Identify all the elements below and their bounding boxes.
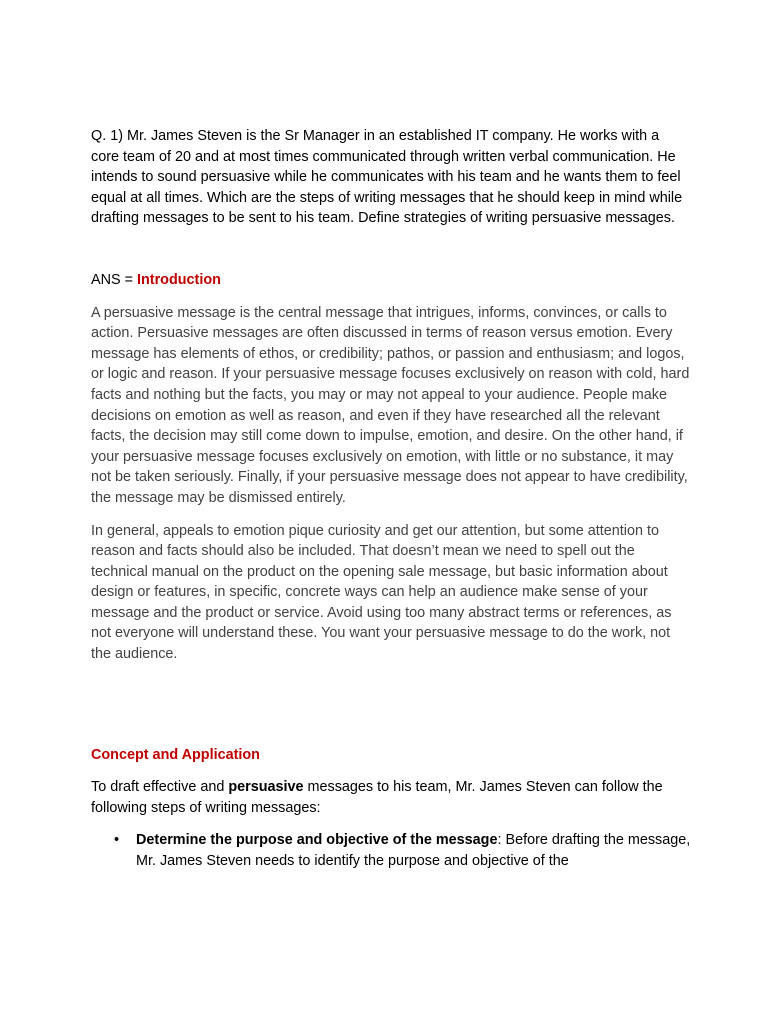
bullet-icon: • (114, 832, 120, 849)
steps-list (91, 830, 691, 871)
document-page (91, 126, 691, 872)
intro-paragraph-1: A persuasive message is the central message that intrigues, informs, convinces, or calls to action. Persuasive messages are often discussed in terms of reason versus emotion. Every message has elements of ethos, or credibility; pathos, or passion and enthusiasm; and logos, or logic and reason. If your persuasive message focuses exclusively on reason with cold, hard facts and nothing but the facts, you may or may not appeal to your audience. People make decisions on emotion as well as reason, and even if they have researched all the relevant facts, the decision may still come down to impulse, emotion, and desire. On the other hand, if your persuasive message focuses exclusively on emotion, with little or no substance, it may not be taken seriously. Finally, if your persuasive message does not appear to have credibility, the message may be dismissed entirely. (91, 304, 690, 506)
concept-heading: Concept and Application (91, 746, 260, 763)
list-item-title: Determine the purpose and objective of the message (136, 832, 498, 849)
introduction-heading: Introduction (137, 271, 221, 288)
answer-prefix: ANS = (91, 271, 137, 288)
list-item (114, 830, 691, 871)
intro-paragraph-2: In general, appeals to emotion pique curiosity and get our attention, but some attention to reason and facts should also be included. That doesn’t mean we need to spell out the technical manual on the product on the opening sale message, but basic information about design or features, in specific, concrete ways can help an audience make sense of your message and the product or service. Avoid using too many abstract terms or references, as not everyone will understand these. You want your persuasive message to do the work, not the audience. (91, 522, 672, 663)
question-text: Q. 1) Mr. James Steven is the Sr Manager in an established IT company. He works with a core team of 20 and at most times communicated through written verbal communication. He intends to sound persuasive while he communicates with his team and he wants them to feel equal at all times. Which are the steps of writing messages that he should keep in mind while drafting messages to be sent to his team. Define strategies of writing persuasive messages. (91, 128, 683, 227)
concept-intro-bold: persuasive (228, 779, 304, 796)
concept-intro-text (91, 777, 691, 818)
concept-intro-before: To draft effective and (91, 779, 229, 796)
answer-heading-line (91, 270, 691, 291)
list-item-text: : Before drafting the message, Mr. James Steven needs to identify the purpose and objective of the (136, 832, 691, 870)
concept-intro-after: messages to his team, Mr. James Steven can follow the following steps of writing messages: (91, 779, 663, 816)
